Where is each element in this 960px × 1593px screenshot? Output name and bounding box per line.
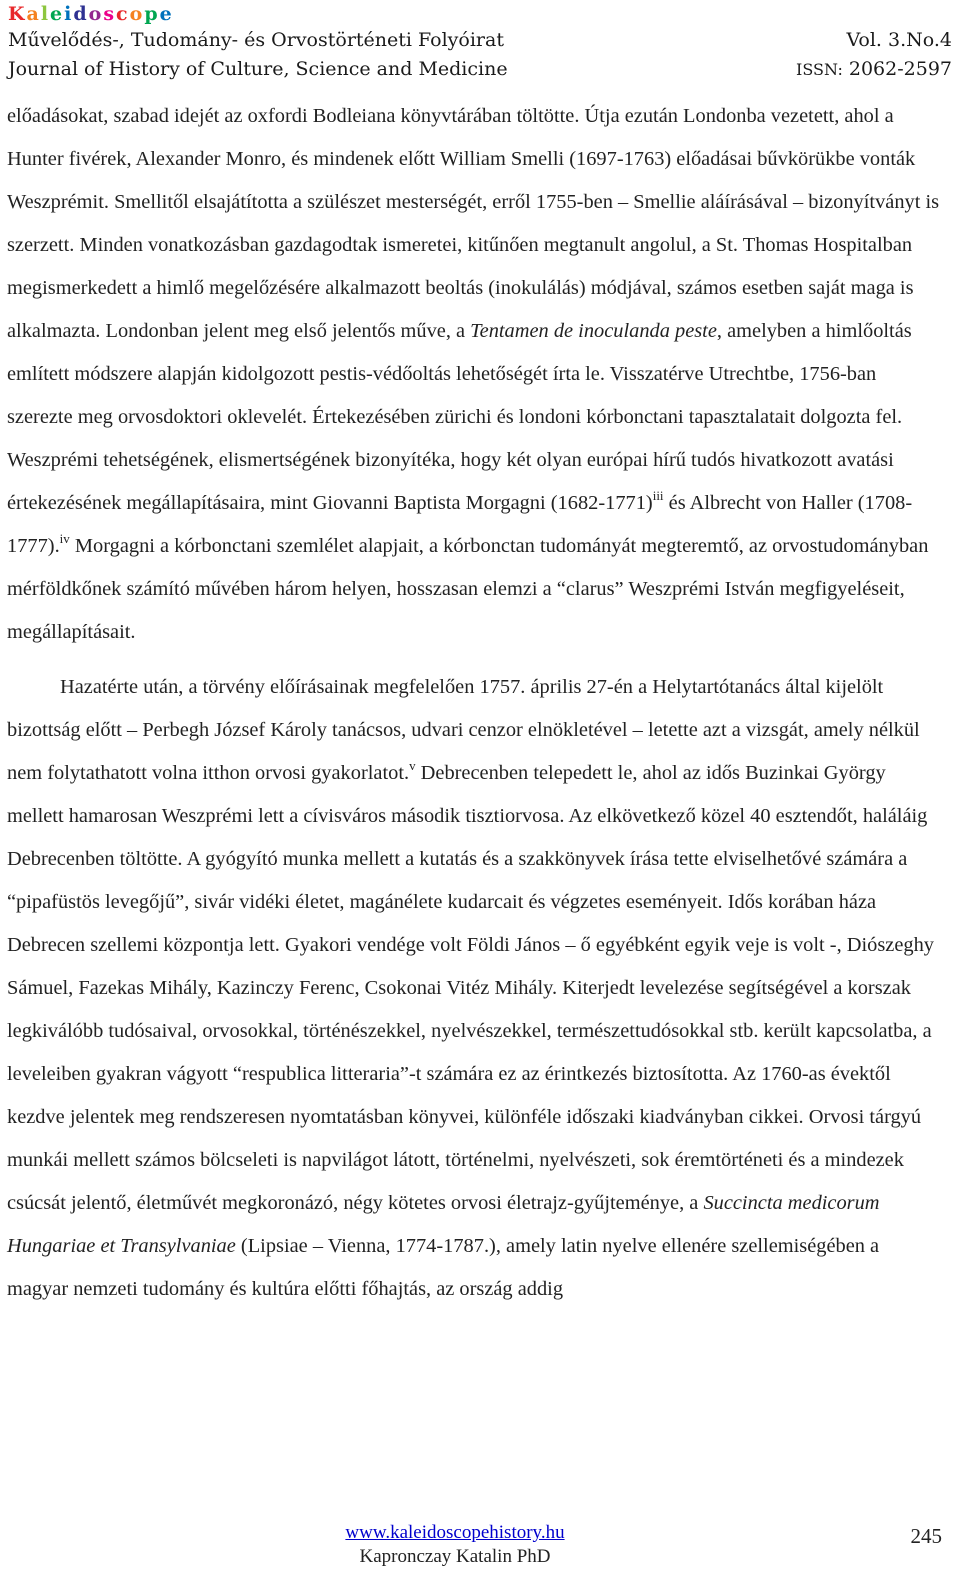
website-link[interactable]: www.kaleidoscopehistory.hu [345, 1522, 565, 1543]
text-run: , amelyben a himlőoltás említett módszere alapján kidolgozott pestis-védőoltás lehetőségét írta le. Visszatérve Utrechtbe, 1756-ban szerezte meg orvosdoktori oklevelét. Értekezésében zürichi és londoni kórbonctani tapasztalatait dolgozta fel. Weszprémi tehetségének, elismertségének bizonyítéka, hogy két olyan európai hírű tudós hivatkozott avatási értekezésének megállapításaira, mint Giovanni Baptista Morgagni (1682-1771) [7, 320, 912, 514]
logo-letter: a [26, 3, 41, 25]
text-run: Hazatérte után, a törvény előírásainak megfelelően 1757. április 27-én a Helytartótanács által kijelölt bizottság előtt – Perbegh József Károly tanácsos, udvari cenzor elnökletével – letette azt a vizsgát, amely nélkül nem folytathatott volna itthon orvosi gyakorlatot. [7, 676, 920, 784]
logo-letter: c [116, 3, 130, 25]
endnote-ref-iv[interactable]: iv [59, 531, 70, 546]
text-run: (Lipsiae – Vienna, 1774-1787.), amely latin nyelve ellenére szellemiségében a magyar nemzeti tudomány és kultúra előtti főhajtás, az ország addig [7, 1235, 880, 1300]
journal-title-en: Journal of History of Culture, Science and Medicine [8, 58, 508, 80]
issn-value: 2062-2597 [842, 58, 952, 80]
journal-title-hu: Művelődés-, Tudomány- és Orvostörténeti Folyóirat [8, 29, 504, 51]
journal-header [8, 2, 952, 84]
logo-letter: l [40, 3, 51, 25]
logo-letter: i [64, 3, 74, 25]
issn-label: ISSN: [796, 60, 843, 79]
text-run: Morgagni a kórbonctani szemlélet alapjait, a kórbonctan tudományát megteremtő, az orvostudományban mérföldkőnek számító művében három helyen, hosszasan elemzi a “clarus” Weszprémi István megfigyeléseit, megállapításait. [7, 535, 929, 643]
logo-letter: o [88, 3, 104, 25]
author-name: Kapronczay Katalin PhD [359, 1546, 551, 1567]
issn [796, 55, 952, 84]
kaleidoscope-logo [8, 2, 952, 26]
text-run: előadásokat, szabad idejét az oxfordi Bodleiana könyvtárában töltötte. Útja ezután Londonba vezetett, ahol a Hunter fivérek, Alexander Monro, és mindenek előtt William Smelli (1697-1763) előadásai bűvkörükbe vonták Weszprémit. Smellitől elsajátította a szülészet mesterségét, erről 1755-ben – Smellie aláírásával – bizonyítványt is szerzett. Minden vonatkozásban gazdagodtak ismeretei, kitűnően megtanult angolul, a St. Thomas Hospitalban megismerkedett a himlő megelőzésére alkalmazott beoltás (inokulálás) módjával, számos esetben saját maga is alkalmazta. Londonban jelent meg első jelentős műve, a [7, 105, 940, 342]
logo-letter: e [50, 3, 65, 25]
header-line-2 [8, 55, 952, 84]
title-tentamen: Tentamen de inoculanda peste [470, 320, 717, 342]
text-run: Debrecenben telepedett le, ahol az idős Buzinkai György mellett hamarosan Weszprémi lett a cívisváros második tisztiorvosa. Az elkövetkező közel 40 esztendőt, haláláig Debrecenben töltötte. A gyógyító munka mellett a kutatás és a szakkönyvek írása tette elviselhetővé számára a “pipafüstös levegőjű”, sivár vidéki életet, magánélete kudarcait és végzetes eseményeit. Idős korában háza Debrecen szellemi központja lett. Gyakori vendége volt Földi János – ő egyébként egyik veje is volt -, Diószeghy Sámuel, Fazekas Mihály, Kazinczy Ferenc, Csokonai Vitéz Mihály. Kiterjedt levelezése segítségével a korszak legkiválóbb tudósaival, orvosokkal, történészekkel, nyelvészekkel, természettudósokkal stb. került kapcsolatba, a leveleiben gyakran vágyott “respublica litteraria”-t számára ez az érintkezés biztosította. Az 1760-as évektől kezdve jelentek meg rendszeresen nyomtatásban könyvei, különféle időszaki kiadványban cikkei. Orvosi tárgyú munkái mellett számos bölcseleti is napvilágot látott, történelmi, nyelvészeti, sok éremtörténeti és a mindezek csúcsát jelentő, életművét megkoronázó, négy kötetes orvosi életrajz-gyűjteménye, a [7, 762, 934, 1214]
logo-letter: e [159, 3, 174, 25]
volume-number: Vol. 3.No.4 [846, 29, 952, 51]
paragraph-2 [7, 666, 945, 1311]
page-number: 245 [910, 1524, 942, 1548]
article-body [7, 95, 945, 1311]
header-line-1 [8, 26, 952, 55]
logo-letter: p [144, 3, 160, 25]
logo-letter: d [73, 3, 89, 25]
page-footer [0, 1519, 960, 1593]
paragraph-1 [7, 95, 945, 654]
text-run: és Albrecht von Haller (1708-1777). [7, 492, 913, 557]
logo-letter: s [103, 3, 117, 25]
title-succincta: Succincta medicorum Hungariae et Transylvaniae [7, 1192, 880, 1257]
logo-letter: K [8, 3, 27, 25]
logo-letter: o [129, 3, 145, 25]
endnote-ref-v[interactable]: v [409, 758, 416, 773]
endnote-ref-iii[interactable]: iii [652, 488, 664, 503]
